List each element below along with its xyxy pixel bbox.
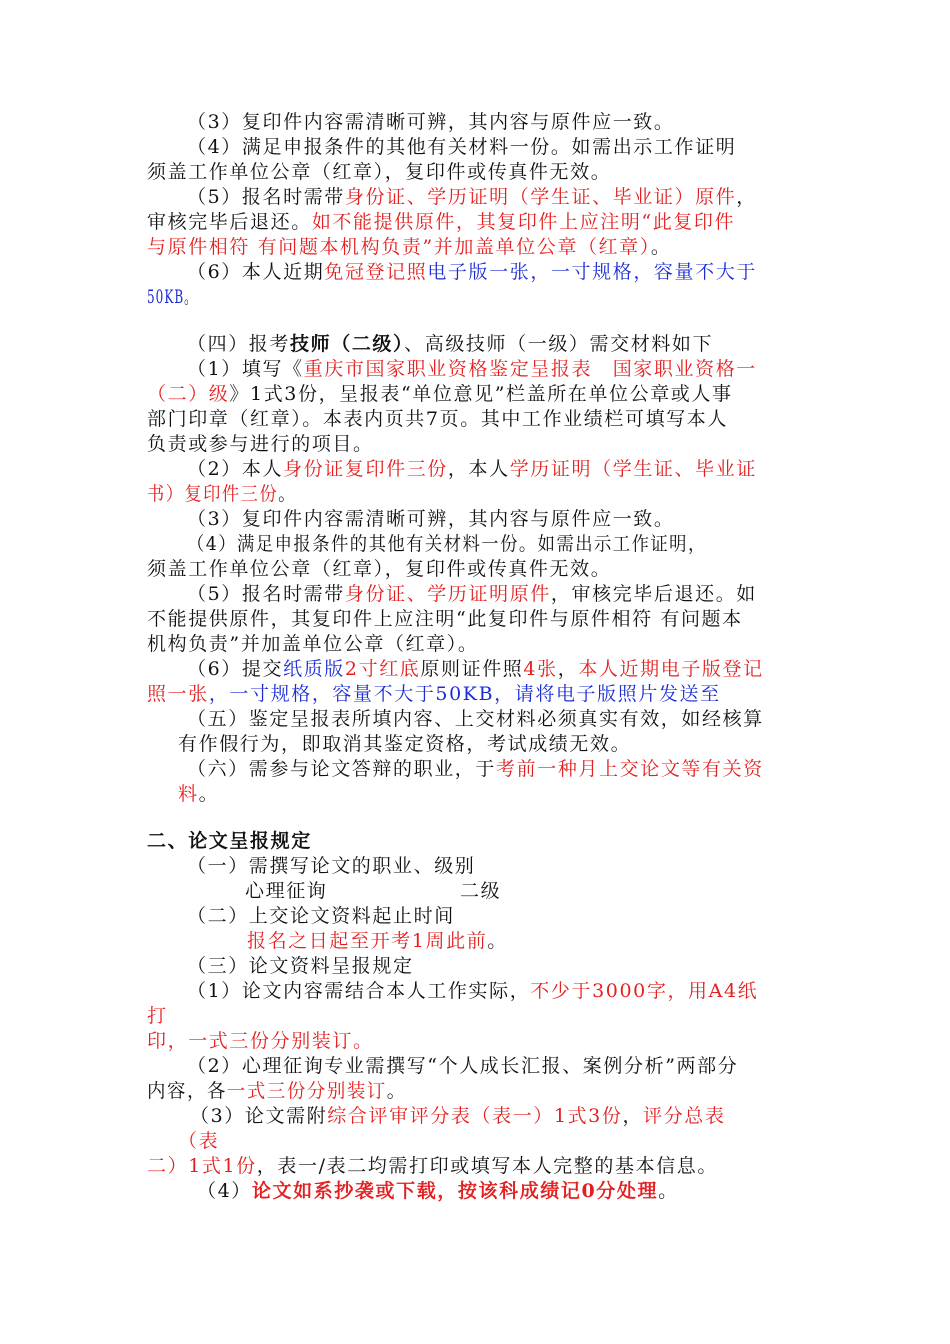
text-line bbox=[187, 979, 758, 1003]
text-line bbox=[147, 235, 671, 259]
text-run: （一）需撰写论文的职业、级别 bbox=[187, 855, 476, 877]
text-run: （六）需参与论文答辩的职业，于 bbox=[187, 758, 497, 780]
text-line bbox=[147, 557, 611, 581]
text-run: 身份证、学历证明（学生证、毕业证）原件 bbox=[344, 186, 737, 208]
text-line bbox=[187, 135, 736, 159]
text-line bbox=[187, 757, 764, 781]
text-run: 照一张 bbox=[147, 683, 209, 705]
text-run: （3）复印件内容需清晰可辨，其内容与原件应一致。 bbox=[187, 111, 675, 133]
text-line bbox=[187, 110, 675, 134]
text-line bbox=[187, 185, 757, 209]
text-run: 学历证明（学生证、毕业证 bbox=[509, 458, 757, 480]
text-line bbox=[187, 532, 707, 556]
text-run: 纸质版 bbox=[283, 658, 345, 680]
text-run: 内容，各 bbox=[147, 1080, 227, 1102]
text-line bbox=[187, 657, 764, 681]
text-run: 机构负责”并加盖单位公章（红章）。 bbox=[147, 633, 479, 655]
text-run: （表 bbox=[178, 1130, 220, 1152]
text-run: ，本人 bbox=[447, 458, 510, 480]
text-line bbox=[147, 632, 478, 656]
text-line bbox=[187, 904, 455, 928]
text-line bbox=[147, 432, 374, 456]
text-line bbox=[147, 160, 611, 184]
text-run: 料 bbox=[178, 783, 199, 805]
text-run: ， bbox=[557, 658, 579, 680]
text-line bbox=[147, 607, 743, 631]
text-run: 》1式3份，呈报表“单位意见”栏盖所在单位公章或人事 bbox=[229, 383, 733, 405]
text-run: 身份证复印件三份 bbox=[283, 458, 448, 480]
text-line bbox=[197, 1179, 679, 1203]
text-run: 。 bbox=[386, 1080, 407, 1102]
text-run: 。 bbox=[658, 1180, 679, 1202]
text-run: （二）上交论文资料起止时间 bbox=[187, 905, 455, 927]
text-run: 二、论文呈报规定 bbox=[147, 830, 312, 852]
text-run: （4）满足申报条件的其他有关材料一份。如需出示工作证明 bbox=[187, 136, 737, 158]
text-line bbox=[147, 1029, 374, 1053]
text-run: 电子版一张，一寸规格，容量不大于 bbox=[427, 261, 757, 283]
text-run: 负责或参与进行的项目。 bbox=[147, 433, 374, 455]
text-line bbox=[147, 1079, 407, 1103]
text-line bbox=[178, 1129, 219, 1153]
text-run: ， bbox=[622, 1105, 644, 1127]
text-line bbox=[245, 879, 327, 903]
text-run: ，表一/表二均需打印或填写本人完整的基本信息。 bbox=[256, 1155, 718, 1177]
text-run: 。 bbox=[278, 483, 297, 505]
text-run: 不能提供原件，其复印件上应注明“此复印件与原件相符 有问题本 bbox=[147, 608, 743, 630]
text-line bbox=[187, 1054, 738, 1078]
text-run: （3）论文需附 bbox=[190, 1105, 328, 1127]
text-line bbox=[147, 829, 312, 853]
text-line bbox=[187, 260, 757, 284]
text-line bbox=[460, 879, 501, 903]
text-line bbox=[187, 357, 757, 381]
text-run: （1）论文内容需结合本人工作实际， bbox=[187, 980, 531, 1002]
text-run: （6）提交 bbox=[187, 658, 284, 680]
text-run: 如不能提供原件，其复印件上应注明“此复印件 bbox=[311, 211, 736, 233]
text-run: 、高级技师（一级）需交材料如下 bbox=[404, 333, 714, 355]
text-line bbox=[147, 1154, 718, 1178]
text-run: 须盖工作单位公章（红章），复印件或传真件无效。 bbox=[147, 558, 612, 580]
text-line bbox=[178, 732, 631, 756]
text-run: （5）报名时需带 bbox=[187, 186, 345, 208]
text-run: （4） bbox=[197, 1180, 252, 1202]
text-run: 综合评审评分表（表一）1式3份 bbox=[327, 1105, 623, 1127]
text-run: 2寸红底 bbox=[344, 658, 421, 680]
text-run: ， bbox=[736, 186, 757, 208]
text-line bbox=[147, 482, 297, 506]
text-line bbox=[147, 1004, 168, 1028]
text-run: 。 bbox=[487, 930, 508, 952]
text-run: 打 bbox=[147, 1005, 168, 1027]
text-line bbox=[187, 707, 764, 731]
text-line bbox=[147, 210, 735, 234]
text-run: 50KB bbox=[147, 286, 185, 308]
text-run: 书）复印件三份 bbox=[147, 483, 279, 505]
text-run: 审核完毕后退还。 bbox=[147, 211, 312, 233]
text-run: （2）本人 bbox=[187, 458, 284, 480]
text-line bbox=[187, 507, 675, 531]
text-run: 部门印章（红章）。本表内页共7页。其中工作业绩栏可填写本人 bbox=[147, 408, 728, 430]
text-line bbox=[187, 854, 475, 878]
text-run: 一式三份分别装订 bbox=[226, 1080, 387, 1102]
text-line bbox=[187, 954, 414, 978]
text-run: 身份证、学历证明原件 bbox=[344, 583, 551, 605]
text-run: 原则证件照 bbox=[420, 658, 524, 680]
text-run: 不少于3000字，用A4纸 bbox=[530, 980, 759, 1002]
text-run: （三）论文资料呈报规定 bbox=[187, 955, 414, 977]
text-run: ，审核完毕后退还。如 bbox=[550, 583, 757, 605]
text-run: 免冠登记照 bbox=[324, 261, 428, 283]
text-run: 心理征询 bbox=[245, 880, 328, 902]
text-run: 。 bbox=[650, 236, 672, 258]
text-run: （2）心理征询专业需撰写“个人成长汇报、案例分析”两部分 bbox=[187, 1055, 739, 1077]
text-run: （五）鉴定呈报表所填内容、上交材料必须真实有效，如经核算 bbox=[187, 708, 764, 730]
text-line bbox=[147, 682, 721, 706]
text-run: （3）复印件内容需清晰可辨，其内容与原件应一致。 bbox=[187, 508, 675, 530]
text-run: 考前一种月上交论文等有关资 bbox=[496, 758, 764, 780]
text-run: 印，一式三份分别装订。 bbox=[147, 1030, 374, 1052]
text-line bbox=[190, 1104, 726, 1128]
text-run: 二）1式1份 bbox=[147, 1155, 257, 1177]
text-run: 二级 bbox=[460, 880, 502, 902]
text-run: （二）级 bbox=[147, 383, 230, 405]
text-run: 4张 bbox=[523, 658, 558, 680]
text-line bbox=[147, 285, 197, 309]
text-run: 有作假行为，即取消其鉴定资格，考试成绩无效。 bbox=[178, 733, 632, 755]
text-run: 须盖工作单位公章（红章），复印件或传真件无效。 bbox=[147, 161, 612, 183]
text-run: （四）报考 bbox=[187, 333, 291, 355]
text-run: 技师（二级） bbox=[290, 333, 405, 355]
text-run: 论文如系抄袭或下载，按该科成绩记0分处理 bbox=[251, 1180, 659, 1202]
text-run: 。 bbox=[184, 286, 198, 308]
text-line bbox=[187, 332, 713, 356]
text-line bbox=[147, 382, 733, 406]
text-line bbox=[187, 457, 757, 481]
text-line bbox=[147, 407, 728, 431]
text-run: 报名之日起至开考1周此前 bbox=[247, 930, 488, 952]
text-run: 与原件相符 有问题本机构负责”并加盖单位公章（红章） bbox=[147, 236, 651, 258]
text-run: （4）满足申报条件的其他有关材料一份。如需出示工作证明， bbox=[187, 533, 707, 555]
text-line bbox=[247, 929, 508, 953]
text-run: 本人近期电子版登记 bbox=[578, 658, 764, 680]
text-run: （1）填写《 bbox=[187, 358, 304, 380]
text-run: 评分总表 bbox=[643, 1105, 726, 1127]
text-run: （6）本人近期 bbox=[187, 261, 325, 283]
text-run: 。 bbox=[198, 783, 220, 805]
text-line bbox=[178, 782, 219, 806]
text-run: （5）报名时需带 bbox=[187, 583, 345, 605]
text-line bbox=[187, 582, 757, 606]
text-run: ，一寸规格，容量不大于50KB，请将电子版照片发送至 bbox=[208, 683, 721, 705]
text-run: 重庆市国家职业资格鉴定呈报表 国家职业资格一 bbox=[303, 358, 757, 380]
